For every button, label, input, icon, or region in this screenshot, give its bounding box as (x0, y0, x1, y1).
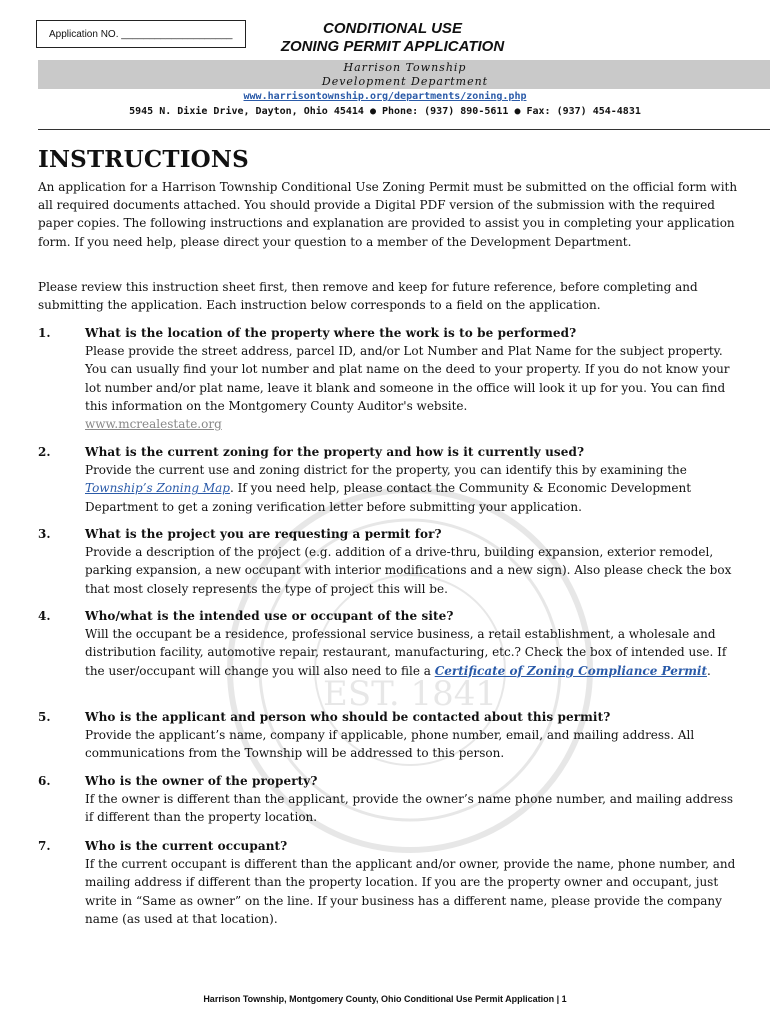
dept-line-1: Harrison Township (343, 61, 467, 74)
item-text: Please provide the street address, parcel ID, and/or Lot Number and Plat Name for the subject property. You can usually find your lot number and plat name on the deed to your property. If you do not know your lot number and/or plat name, leave it blank and someone in the office will look it up for you. You can find this information on the Montgomery County Auditor's website. (85, 344, 730, 413)
auditor-website-link[interactable]: www.mcrealestate.org (85, 417, 222, 432)
item-question: Who is the applicant and person who should be contacted about this permit? (85, 710, 611, 724)
instruction-item-1 (38, 324, 743, 433)
instruction-item-6 (38, 772, 743, 827)
instructions-heading: INSTRUCTIONS (38, 146, 249, 173)
page-footer: Harrison Township, Montgomery County, Ohio Conditional Use Permit Application | 1 (203, 994, 567, 1004)
item-text: Will the occupant be a residence, professional service business, a retail establishment, a wholesale and distribution facility, automotive repair, restaurant, manufacturing, etc.? Check the box of intended use. If the user/occupant will change you will also need to file a (85, 627, 727, 678)
contact-address: 5945 N. Dixie Drive, Dayton, Ohio 45414 ● Phone: (937) 890-5611 ● Fax: (937) 454-4831 (129, 106, 641, 117)
department-band (38, 60, 770, 89)
item-question: What is the project you are requesting a permit for? (85, 527, 442, 541)
watermark-est: EST. 1841 (323, 674, 497, 714)
application-number-field (36, 20, 246, 48)
item-text-continued: . If you need help, please contact the Community & Economic Development Department to get a zoning verification letter before submitting your application. (85, 481, 692, 514)
application-number-label: Application NO. ____________________ (49, 28, 233, 40)
header-divider (38, 129, 770, 130)
instruction-item-2 (38, 443, 743, 516)
item-text: Provide a description of the project (e.g. addition of a drive-thru, building expansion, exterior remodel, parking expansion, a new occupant with interior modifications and a new sign). Also please check the box that most closely represents the type of project this will be. (85, 545, 732, 596)
item-text: Provide the applicant’s name, company if applicable, phone number, email, and mailing address. All communications from the Township will be addressed to this person. (85, 728, 695, 761)
title-line-2: ZONING PERMIT APPLICATION (280, 38, 505, 55)
item-number: 1. (38, 326, 51, 340)
document-title (250, 20, 535, 56)
item-text-continued: . (707, 663, 711, 678)
item-number: 7. (38, 839, 51, 853)
item-question: What is the location of the property where the work is to be performed? (85, 326, 577, 340)
dept-line-2: Development Department (321, 75, 489, 88)
compliance-permit-link[interactable]: Certificate of Zoning Compliance Permit (434, 663, 708, 678)
item-text: If the current occupant is different than the applicant and/or owner, provide the name, phone number, and mailing address if different than the property location. If you are the property owner and occupant, just write in “Same as owner” on the line. If your business has a different name, please provide the company name (as used at that location). (85, 857, 736, 926)
item-question: Who is the owner of the property? (85, 774, 318, 788)
item-number: 6. (38, 774, 51, 788)
item-question: What is the current zoning for the property and how is it currently used? (85, 445, 585, 459)
instruction-item-3 (38, 525, 743, 598)
intro-paragraph: An application for a Harrison Township Conditional Use Zoning Permit must be submitted on the official form with all required documents attached. You should provide a Digital PDF version of the submission with the required paper copies. The following instructions and explanation are provided to assist you in completing your application form. If you need help, please direct your question to a member of the Development Department. (38, 180, 738, 249)
item-question: Who/what is the intended use or occupant of the site? (85, 609, 454, 623)
website-link[interactable]: www.harrisontownship.org/departments/zoning.php (243, 91, 527, 102)
item-number: 3. (38, 527, 51, 541)
item-number: 2. (38, 445, 51, 459)
title-line-1: CONDITIONAL USE (323, 20, 462, 37)
instruction-item-7 (38, 837, 743, 928)
instruction-item-5 (38, 708, 743, 763)
zoning-map-link[interactable]: Township’s Zoning Map (85, 481, 230, 496)
item-question: Who is the current occupant? (85, 839, 288, 853)
item-text: If the owner is different than the applicant, provide the owner’s name phone number, and mailing address if different than the property location. (85, 792, 734, 825)
item-number: 5. (38, 710, 51, 724)
item-number: 4. (38, 609, 51, 623)
instruction-item-4 (38, 607, 743, 680)
item-text: Provide the current use and zoning district for the property, you can identify this by examining the (85, 463, 687, 478)
review-paragraph: Please review this instruction sheet first, then remove and keep for future reference, before completing and submitting the application. Each instruction below corresponds to a field on the application. (38, 280, 698, 313)
